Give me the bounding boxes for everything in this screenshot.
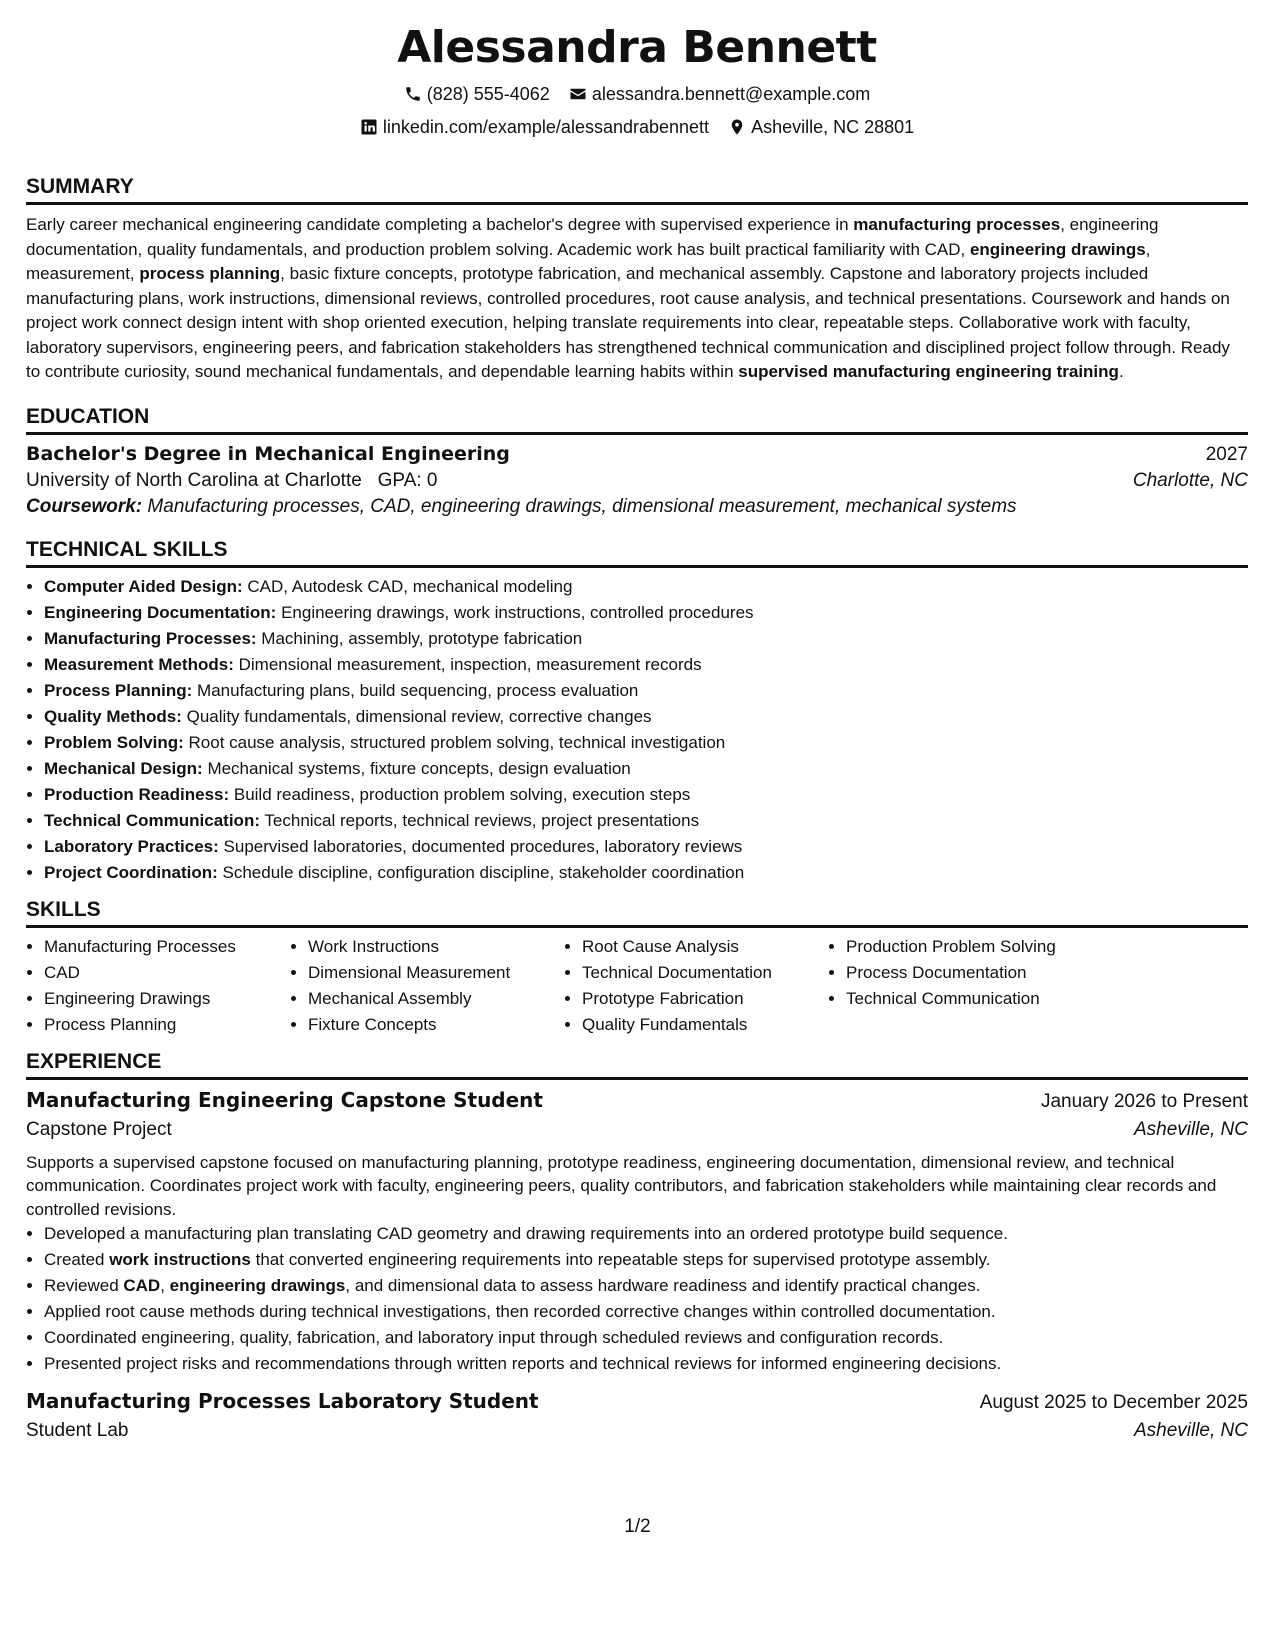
technical-skill-item bbox=[44, 756, 1248, 782]
skill-item: • Dimensional Measurement bbox=[308, 960, 564, 986]
technical-skill-item bbox=[44, 600, 1248, 626]
school-name: University of North Carolina at Charlotte bbox=[26, 469, 362, 491]
gpa: GPA: 0 bbox=[377, 469, 438, 491]
resume-page bbox=[26, 18, 1248, 1442]
skills-column bbox=[26, 934, 290, 1038]
experience-bullet bbox=[44, 1273, 1248, 1299]
experience-2-title-row bbox=[26, 1389, 1248, 1414]
contact-line-2 bbox=[26, 112, 1248, 145]
experience-bullet bbox=[44, 1221, 1248, 1247]
bullet-text: Reviewed bbox=[44, 1276, 124, 1295]
technical-skill-text: Manufacturing plans, build sequencing, process evaluation bbox=[192, 680, 639, 700]
technical-skill-item bbox=[44, 574, 1248, 600]
experience-bullet bbox=[44, 1325, 1248, 1351]
skill-item: • Technical Documentation bbox=[582, 960, 828, 986]
map-pin-icon bbox=[728, 118, 746, 136]
technical-skill-label: Technical Communication: bbox=[44, 810, 260, 830]
phone-contact bbox=[404, 79, 550, 109]
summary-heading: SUMMARY bbox=[26, 175, 1248, 205]
linkedin-text[interactable]: linkedin.com/example/alessandrabennett bbox=[382, 117, 710, 137]
technical-skill-label: Engineering Documentation: bbox=[44, 602, 277, 622]
technical-skill-label: Manufacturing Processes: bbox=[44, 628, 257, 648]
technical-skill-item bbox=[44, 860, 1248, 886]
experience-1-org-row bbox=[26, 1119, 1248, 1141]
school-location: Charlotte, NC bbox=[1132, 469, 1248, 491]
bullet-text: , bbox=[160, 1276, 170, 1295]
technical-skill-text: CAD, Autodesk CAD, mechanical modeling bbox=[242, 576, 573, 596]
summary-text: Early career mechanical engineering candidate completing a bachelor's degree with supervised experience in bbox=[26, 215, 854, 234]
technical-skills-list bbox=[26, 574, 1248, 886]
summary-text: , engineering documentation, quality fundamentals, and production problem solving. Academic work has built practical familiarity with CAD, bbox=[26, 215, 1159, 259]
skill-item: • Process Documentation bbox=[846, 960, 1146, 986]
experience-1-dates: January 2026 to Present bbox=[1040, 1090, 1248, 1112]
envelope-icon bbox=[569, 85, 587, 103]
bullet-text: Applied root cause methods during technical investigations, then recorded corrective changes within controlled documentation. bbox=[44, 1302, 996, 1321]
technical-skill-item bbox=[44, 834, 1248, 860]
linkedin-icon bbox=[360, 118, 378, 136]
location-text: Asheville, NC 28801 bbox=[751, 117, 915, 137]
skill-item: • Work Instructions bbox=[308, 934, 564, 960]
experience-1-title-row bbox=[26, 1088, 1248, 1113]
skill-item: • Root Cause Analysis bbox=[582, 934, 828, 960]
technical-skill-item bbox=[44, 652, 1248, 678]
skill-item: • Engineering Drawings bbox=[44, 986, 290, 1012]
technical-skill-label: Laboratory Practices: bbox=[44, 836, 219, 856]
technical-skill-label: Computer Aided Design: bbox=[44, 576, 243, 596]
skills-heading: SKILLS bbox=[26, 898, 1248, 928]
skill-item: • Mechanical Assembly bbox=[308, 986, 564, 1012]
technical-skill-text: Engineering drawings, work instructions, controlled procedures bbox=[276, 602, 754, 622]
skills-column bbox=[564, 934, 828, 1038]
experience-bullet bbox=[44, 1351, 1248, 1377]
skills-grid bbox=[26, 934, 1248, 1038]
education-title-row bbox=[26, 443, 1248, 466]
summary-bold-text: manufacturing processes bbox=[853, 215, 1061, 234]
experience-1-description: Supports a supervised capstone focused on manufacturing planning, prototype readiness, engineering documentation, dimensional review, and technical communication. Coordinates project work with faculty, engineering peers, quality contributors, and fabrication stakeholders while maintaining clear records and controlled revisions. bbox=[26, 1152, 1217, 1219]
experience-2-org: Student Lab bbox=[26, 1420, 129, 1441]
technical-skill-item bbox=[44, 626, 1248, 652]
skills-column bbox=[290, 934, 564, 1038]
experience-entry-1 bbox=[26, 1088, 1248, 1378]
technical-skill-item bbox=[44, 730, 1248, 756]
bullet-text: Coordinated engineering, quality, fabrication, and laboratory input through scheduled reviews and configuration records. bbox=[44, 1328, 944, 1347]
degree-title: Bachelor's Degree in Mechanical Engineering bbox=[26, 442, 510, 465]
experience-2-dates: August 2025 to December 2025 bbox=[979, 1392, 1248, 1413]
summary-bold-text: engineering drawings bbox=[969, 239, 1146, 259]
technical-skill-text: Dimensional measurement, inspection, measurement records bbox=[233, 654, 702, 674]
technical-skill-label: Process Planning: bbox=[44, 680, 193, 700]
summary-bold-text: process planning bbox=[139, 264, 281, 283]
technical-skill-label: Mechanical Design: bbox=[44, 758, 203, 778]
technical-skill-item bbox=[44, 782, 1248, 808]
technical-skill-label: Quality Methods: bbox=[44, 706, 182, 726]
technical-skill-text: Mechanical systems, fixture concepts, design evaluation bbox=[202, 758, 631, 778]
technical-skill-label: Project Coordination: bbox=[44, 862, 218, 882]
bullet-text: , and dimensional data to assess hardware readiness and identify practical changes. bbox=[345, 1276, 981, 1295]
skill-item: • Manufacturing Processes bbox=[44, 934, 290, 960]
experience-2-role: Manufacturing Processes Laboratory Student bbox=[26, 1389, 539, 1413]
email-contact[interactable] bbox=[569, 79, 870, 109]
skill-item: • Fixture Concepts bbox=[308, 1012, 564, 1038]
experience-2-org-row bbox=[26, 1420, 1248, 1442]
experience-1-location: Asheville, NC bbox=[1133, 1118, 1248, 1140]
summary-bold-text: supervised manufacturing engineering training bbox=[738, 362, 1119, 381]
technical-skill-text: Build readiness, production problem solving, execution steps bbox=[229, 784, 691, 804]
summary-text: , basic fixture concepts, prototype fabrication, and mechanical assembly. Capstone and laboratory projects included manufacturing plans, work instructions, dimensional reviews, controlled procedures, root cause analysis, and technical presentations. Coursework and hands on project work connect design intent with shop oriented execution, helping translate requirements into clear, repeatable steps. Collaborative work with faculty, laboratory supervisors, engineering peers, and fabrication stakeholders has strengthened technical communication and disciplined project follow through. Ready to contribute curiosity, sound mechanical fundamentals, and dependable learning habits within bbox=[26, 264, 1230, 381]
technical-skill-label: Production Readiness: bbox=[44, 784, 230, 804]
skill-item: • CAD bbox=[44, 960, 290, 986]
email-text[interactable]: alessandra.bennett@example.com bbox=[591, 84, 871, 104]
technical-skill-item bbox=[44, 808, 1248, 834]
skill-item: • Process Planning bbox=[44, 1012, 290, 1038]
technical-skill-text: Root cause analysis, structured problem solving, technical investigation bbox=[183, 732, 726, 752]
skills-column bbox=[828, 934, 1146, 1038]
technical-skill-text: Schedule discipline, configuration discipline, stakeholder coordination bbox=[217, 862, 745, 882]
phone-icon bbox=[404, 85, 422, 103]
bullet-bold-text: engineering drawings bbox=[169, 1276, 346, 1295]
summary-text bbox=[26, 213, 1248, 385]
bullet-bold-text: CAD bbox=[123, 1276, 161, 1295]
technical-skill-label: Problem Solving: bbox=[44, 732, 184, 752]
location-contact bbox=[728, 112, 914, 142]
candidate-name: Alessandra Bennett bbox=[397, 22, 877, 73]
experience-bullet bbox=[44, 1299, 1248, 1325]
technical-skill-item bbox=[44, 704, 1248, 730]
experience-2-location: Asheville, NC bbox=[1133, 1420, 1248, 1441]
summary-text: . bbox=[1118, 362, 1124, 381]
summary-text: , measurement, bbox=[26, 239, 1151, 283]
experience-entry-2 bbox=[26, 1389, 1248, 1442]
technical-skill-text: Quality fundamentals, dimensional review, corrective changes bbox=[181, 706, 652, 726]
technical-skills-heading: TECHNICAL SKILLS bbox=[26, 538, 1248, 568]
education-school-row bbox=[26, 470, 1248, 492]
experience-heading: EXPERIENCE bbox=[26, 1050, 1248, 1080]
skill-item: • Technical Communication bbox=[846, 986, 1146, 1012]
skill-item: • Quality Fundamentals bbox=[582, 1012, 828, 1038]
experience-1-bullets bbox=[26, 1221, 1248, 1377]
page-number: 1/2 bbox=[624, 1516, 651, 1537]
bullet-text: Created bbox=[44, 1250, 110, 1269]
skill-item: • Prototype Fabrication bbox=[582, 986, 828, 1012]
skill-item: • Production Problem Solving bbox=[846, 934, 1146, 960]
contact-line-1 bbox=[26, 79, 1248, 112]
technical-skill-item bbox=[44, 678, 1248, 704]
bullet-text: Developed a manufacturing plan translating CAD geometry and drawing requirements into an ordered prototype build sequence. bbox=[44, 1224, 1008, 1243]
coursework-text: Manufacturing processes, CAD, engineering drawings, dimensional measurement, mechanical systems bbox=[147, 495, 1017, 517]
technical-skill-text: Technical reports, technical reviews, project presentations bbox=[260, 810, 700, 830]
technical-skill-text: Machining, assembly, prototype fabrication bbox=[256, 628, 583, 648]
school-line bbox=[26, 470, 438, 492]
education-heading: EDUCATION bbox=[26, 405, 1248, 435]
coursework-line bbox=[26, 496, 1248, 518]
bullet-text: that converted engineering requirements into repeatable steps for supervised prototype assembly. bbox=[250, 1250, 991, 1269]
experience-1-org: Capstone Project bbox=[26, 1118, 172, 1140]
technical-skill-label: Measurement Methods: bbox=[44, 654, 234, 674]
experience-1-role: Manufacturing Engineering Capstone Student bbox=[26, 1087, 543, 1112]
phone-text: (828) 555-4062 bbox=[426, 84, 550, 104]
bullet-text: Presented project risks and recommendations through written reports and technical reviews for informed engineering decisions. bbox=[44, 1354, 1002, 1373]
technical-skill-text: Supervised laboratories, documented procedures, laboratory reviews bbox=[218, 836, 743, 856]
graduation-year: 2027 bbox=[1205, 443, 1248, 465]
coursework-label: Coursework: bbox=[26, 495, 143, 517]
bullet-bold-text: work instructions bbox=[109, 1250, 251, 1269]
experience-bullet bbox=[44, 1247, 1248, 1273]
linkedin-contact[interactable] bbox=[360, 112, 709, 142]
